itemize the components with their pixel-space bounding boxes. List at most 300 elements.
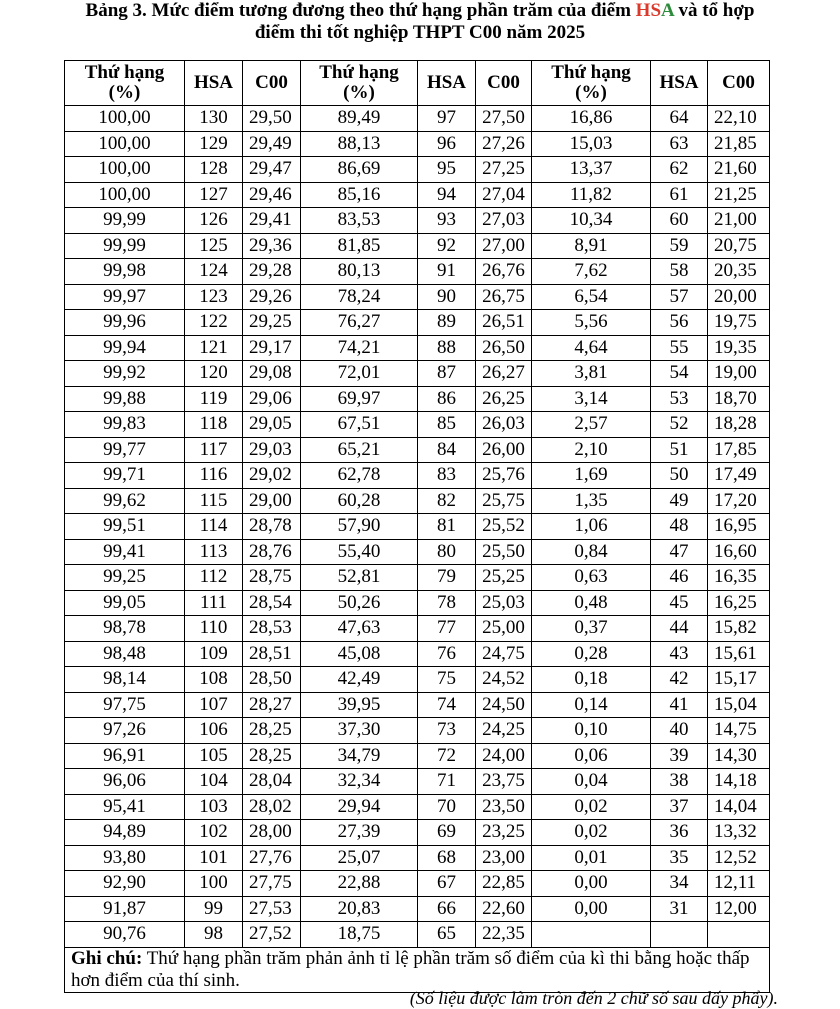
cell-c00-3: 21,60 [708,157,770,183]
hsa-letter-h: H [635,0,651,21]
cell-rank-3: 0,00 [532,871,651,897]
table-row [65,667,770,693]
cell-hsa-1: 117 [185,437,243,463]
cell-hsa-2: 93 [418,208,476,234]
note-text: Thứ hạng phần trăm phản ảnh tỉ lệ phần trăm số điểm của kì thi bằng hoặc thấp hơn điểm của thí sinh. [71,947,750,991]
cell-c00-3: 15,17 [708,667,770,693]
table-row [65,718,770,744]
cell-c00-1: 29,26 [243,284,301,310]
header-hsa-2: HSA [418,61,476,106]
cell-c00-1: 28,00 [243,820,301,846]
cell-hsa-2: 83 [418,463,476,489]
cell-c00-3: 14,30 [708,743,770,769]
table-header [65,61,770,106]
cell-c00-1: 28,25 [243,743,301,769]
cell-hsa-2: 96 [418,131,476,157]
header-rank-2: Thứ hạng (%) [301,61,418,106]
table-row [65,386,770,412]
cell-c00-3: 21,85 [708,131,770,157]
table-row [65,590,770,616]
cell-c00-3: 18,28 [708,412,770,438]
cell-hsa-3 [651,922,708,948]
cell-hsa-1: 122 [185,310,243,336]
cell-hsa-3: 60 [651,208,708,234]
table-row [65,794,770,820]
cell-hsa-2: 86 [418,386,476,412]
header-c00-3: C00 [708,61,770,106]
cell-hsa-3: 54 [651,361,708,387]
cell-rank-2: 47,63 [301,616,418,642]
score-table [64,60,770,993]
cell-hsa-2: 70 [418,794,476,820]
cell-c00-2: 24,75 [476,641,532,667]
table-body [65,106,770,948]
note-label: Ghi chú: [71,947,143,969]
cell-rank-2: 89,49 [301,106,418,132]
cell-rank-3: 0,84 [532,539,651,565]
cell-hsa-3: 45 [651,590,708,616]
cell-rank-1: 99,05 [65,590,185,616]
cell-c00-2: 27,03 [476,208,532,234]
cell-hsa-1: 119 [185,386,243,412]
cell-hsa-1: 101 [185,845,243,871]
cell-c00-3: 15,04 [708,692,770,718]
cell-c00-2: 26,00 [476,437,532,463]
cell-c00-1: 28,51 [243,641,301,667]
cell-rank-1: 99,98 [65,259,185,285]
table-title [0,0,840,44]
cell-hsa-1: 127 [185,182,243,208]
cell-rank-1: 99,99 [65,208,185,234]
cell-hsa-3: 61 [651,182,708,208]
cell-rank-1: 92,90 [65,871,185,897]
cell-c00-1: 28,75 [243,565,301,591]
cell-hsa-3: 36 [651,820,708,846]
cell-c00-2: 23,75 [476,769,532,795]
cell-hsa-3: 41 [651,692,708,718]
cell-rank-1: 99,83 [65,412,185,438]
cell-hsa-1: 107 [185,692,243,718]
cell-rank-2: 69,97 [301,386,418,412]
cell-c00-2: 23,25 [476,820,532,846]
cell-rank-3: 0,18 [532,667,651,693]
header-c00-2: C00 [476,61,532,106]
cell-c00-3: 14,75 [708,718,770,744]
table-row [65,514,770,540]
cell-rank-1: 97,26 [65,718,185,744]
cell-c00-3: 16,95 [708,514,770,540]
cell-hsa-2: 66 [418,896,476,922]
cell-hsa-2: 73 [418,718,476,744]
cell-rank-1: 99,62 [65,488,185,514]
table-row [65,157,770,183]
cell-c00-3: 17,49 [708,463,770,489]
cell-rank-1: 93,80 [65,845,185,871]
cell-rank-1: 100,00 [65,131,185,157]
cell-hsa-3: 53 [651,386,708,412]
cell-hsa-3: 48 [651,514,708,540]
cell-c00-1: 29,47 [243,157,301,183]
table-row [65,310,770,336]
cell-c00-1: 27,75 [243,871,301,897]
cell-c00-3: 16,35 [708,565,770,591]
header-rank-3: Thứ hạng (%) [532,61,651,106]
cell-c00-1: 28,50 [243,667,301,693]
table-note [65,947,770,992]
cell-hsa-2: 69 [418,820,476,846]
cell-c00-2: 25,75 [476,488,532,514]
table-row [65,259,770,285]
cell-c00-1: 28,76 [243,539,301,565]
cell-rank-2: 85,16 [301,182,418,208]
cell-c00-1: 28,54 [243,590,301,616]
cell-c00-1: 27,53 [243,896,301,922]
cell-hsa-2: 74 [418,692,476,718]
cell-rank-3: 1,35 [532,488,651,514]
cell-rank-2: 34,79 [301,743,418,769]
cell-hsa-2: 95 [418,157,476,183]
table-row [65,896,770,922]
cell-c00-2: 24,00 [476,743,532,769]
cell-c00-1: 28,78 [243,514,301,540]
cell-c00-3: 15,61 [708,641,770,667]
cell-c00-2: 26,51 [476,310,532,336]
cell-c00-2: 27,04 [476,182,532,208]
cell-rank-1: 98,78 [65,616,185,642]
cell-hsa-3: 43 [651,641,708,667]
cell-c00-3: 21,25 [708,182,770,208]
cell-c00-2: 27,25 [476,157,532,183]
cell-rank-3: 15,03 [532,131,651,157]
cell-rank-2: 29,94 [301,794,418,820]
cell-hsa-2: 82 [418,488,476,514]
cell-hsa-3: 39 [651,743,708,769]
cell-hsa-1: 109 [185,641,243,667]
cell-c00-1: 29,05 [243,412,301,438]
cell-c00-1: 28,25 [243,718,301,744]
cell-hsa-3: 49 [651,488,708,514]
cell-c00-1: 28,02 [243,794,301,820]
cell-c00-1: 28,04 [243,769,301,795]
table-row [65,922,770,948]
cell-rank-2: 22,88 [301,871,418,897]
table-row [65,233,770,259]
cell-rank-2: 80,13 [301,259,418,285]
cell-hsa-1: 130 [185,106,243,132]
cell-hsa-1: 99 [185,896,243,922]
cell-c00-3: 22,10 [708,106,770,132]
cell-rank-2: 39,95 [301,692,418,718]
cell-rank-2: 50,26 [301,590,418,616]
cell-c00-3: 16,60 [708,539,770,565]
cell-hsa-2: 88 [418,335,476,361]
table-title-line-2: điểm thi tốt nghiệp THPT C00 năm 2025 [254,22,586,43]
cell-rank-1: 100,00 [65,182,185,208]
cell-rank-3: 0,04 [532,769,651,795]
cell-rank-1: 100,00 [65,157,185,183]
cell-rank-1: 99,92 [65,361,185,387]
cell-rank-2: 60,28 [301,488,418,514]
cell-c00-2: 25,25 [476,565,532,591]
cell-c00-1: 29,08 [243,361,301,387]
cell-rank-3 [532,922,651,948]
cell-c00-3: 17,20 [708,488,770,514]
cell-rank-3: 5,56 [532,310,651,336]
cell-c00-3: 20,00 [708,284,770,310]
cell-rank-1: 99,25 [65,565,185,591]
cell-c00-1: 29,50 [243,106,301,132]
table-row [65,208,770,234]
cell-hsa-3: 63 [651,131,708,157]
cell-rank-2: 42,49 [301,667,418,693]
cell-rank-3: 0,48 [532,590,651,616]
table-row [65,463,770,489]
cell-hsa-2: 87 [418,361,476,387]
cell-hsa-3: 55 [651,335,708,361]
table-row [65,335,770,361]
cell-c00-1: 28,53 [243,616,301,642]
cell-hsa-2: 78 [418,590,476,616]
header-rank-1: Thứ hạng (%) [65,61,185,106]
cell-hsa-1: 112 [185,565,243,591]
cell-c00-2: 25,03 [476,590,532,616]
cell-c00-1: 29,17 [243,335,301,361]
table-row [65,437,770,463]
cell-hsa-2: 72 [418,743,476,769]
cell-c00-3: 12,11 [708,871,770,897]
cell-c00-3: 13,32 [708,820,770,846]
cell-rank-2: 86,69 [301,157,418,183]
rounding-footnote: (Số liệu được làm tròn đến 2 chữ số sau dấy phẩy). [409,988,778,1008]
cell-hsa-2: 92 [418,233,476,259]
cell-rank-3: 3,81 [532,361,651,387]
cell-rank-3: 2,10 [532,437,651,463]
cell-rank-2: 37,30 [301,718,418,744]
cell-c00-2: 23,00 [476,845,532,871]
cell-c00-1: 29,06 [243,386,301,412]
cell-hsa-1: 108 [185,667,243,693]
cell-rank-2: 72,01 [301,361,418,387]
cell-rank-2: 76,27 [301,310,418,336]
cell-c00-1: 29,02 [243,463,301,489]
cell-rank-1: 91,87 [65,896,185,922]
cell-rank-2: 83,53 [301,208,418,234]
table-row [65,616,770,642]
cell-rank-2: 81,85 [301,233,418,259]
cell-hsa-1: 103 [185,794,243,820]
cell-c00-1: 29,28 [243,259,301,285]
cell-hsa-3: 64 [651,106,708,132]
cell-rank-3: 0,02 [532,820,651,846]
cell-c00-1: 29,25 [243,310,301,336]
table-row [65,820,770,846]
table-row [65,845,770,871]
cell-rank-3: 0,37 [532,616,651,642]
cell-rank-2: 20,83 [301,896,418,922]
cell-rank-3: 16,86 [532,106,651,132]
header-hsa-3: HSA [651,61,708,106]
cell-hsa-1: 110 [185,616,243,642]
cell-rank-1: 94,89 [65,820,185,846]
cell-hsa-2: 65 [418,922,476,948]
header-hsa-1: HSA [185,61,243,106]
cell-rank-2: 52,81 [301,565,418,591]
cell-hsa-3: 42 [651,667,708,693]
table-title-line-1: Bảng 3. Mức điểm tương đương theo thứ hạng phần trăm của điểm HSA và tổ hợp [85,0,755,21]
cell-hsa-2: 94 [418,182,476,208]
cell-hsa-3: 44 [651,616,708,642]
cell-c00-3: 19,35 [708,335,770,361]
cell-hsa-2: 77 [418,616,476,642]
cell-hsa-2: 67 [418,871,476,897]
cell-rank-1: 99,94 [65,335,185,361]
cell-hsa-3: 47 [651,539,708,565]
cell-c00-2: 24,25 [476,718,532,744]
table-row [65,641,770,667]
cell-hsa-2: 81 [418,514,476,540]
table-row [65,131,770,157]
cell-hsa-2: 90 [418,284,476,310]
cell-hsa-3: 38 [651,769,708,795]
cell-c00-3: 17,85 [708,437,770,463]
cell-c00-3 [708,922,770,948]
cell-c00-2: 26,25 [476,386,532,412]
cell-rank-3: 1,06 [532,514,651,540]
cell-rank-3: 4,64 [532,335,651,361]
cell-rank-1: 99,77 [65,437,185,463]
hsa-letter-a: A [661,0,674,21]
cell-c00-2: 24,50 [476,692,532,718]
cell-c00-2: 25,76 [476,463,532,489]
cell-rank-1: 90,76 [65,922,185,948]
cell-rank-1: 99,99 [65,233,185,259]
cell-rank-2: 62,78 [301,463,418,489]
cell-c00-3: 14,04 [708,794,770,820]
cell-c00-2: 22,60 [476,896,532,922]
table-row [65,361,770,387]
cell-rank-2: 45,08 [301,641,418,667]
cell-rank-3: 0,02 [532,794,651,820]
cell-rank-3: 7,62 [532,259,651,285]
cell-hsa-1: 104 [185,769,243,795]
table-row [65,769,770,795]
cell-hsa-1: 102 [185,820,243,846]
cell-hsa-3: 51 [651,437,708,463]
table-row [65,412,770,438]
cell-rank-3: 3,14 [532,386,651,412]
cell-c00-2: 22,85 [476,871,532,897]
cell-c00-3: 20,35 [708,259,770,285]
cell-c00-3: 19,75 [708,310,770,336]
cell-rank-3: 0,10 [532,718,651,744]
cell-c00-1: 27,52 [243,922,301,948]
cell-c00-2: 26,76 [476,259,532,285]
cell-hsa-3: 35 [651,845,708,871]
cell-hsa-1: 125 [185,233,243,259]
cell-hsa-1: 121 [185,335,243,361]
cell-hsa-2: 79 [418,565,476,591]
cell-hsa-1: 111 [185,590,243,616]
cell-hsa-3: 57 [651,284,708,310]
cell-rank-2: 57,90 [301,514,418,540]
cell-rank-3: 13,37 [532,157,651,183]
cell-rank-2: 65,21 [301,437,418,463]
cell-rank-3: 11,82 [532,182,651,208]
cell-rank-1: 99,41 [65,539,185,565]
cell-rank-1: 99,51 [65,514,185,540]
cell-c00-1: 27,76 [243,845,301,871]
cell-hsa-3: 58 [651,259,708,285]
cell-hsa-3: 46 [651,565,708,591]
cell-rank-3: 1,69 [532,463,651,489]
cell-hsa-1: 113 [185,539,243,565]
cell-rank-3: 8,91 [532,233,651,259]
cell-c00-3: 12,00 [708,896,770,922]
cell-hsa-1: 120 [185,361,243,387]
cell-hsa-3: 31 [651,896,708,922]
cell-hsa-1: 98 [185,922,243,948]
cell-c00-1: 29,00 [243,488,301,514]
cell-hsa-2: 84 [418,437,476,463]
cell-rank-1: 99,96 [65,310,185,336]
table-row [65,182,770,208]
cell-rank-2: 88,13 [301,131,418,157]
cell-c00-1: 29,03 [243,437,301,463]
cell-rank-3: 0,28 [532,641,651,667]
cell-c00-1: 29,41 [243,208,301,234]
cell-rank-3: 0,63 [532,565,651,591]
cell-rank-2: 25,07 [301,845,418,871]
cell-hsa-1: 106 [185,718,243,744]
cell-c00-3: 20,75 [708,233,770,259]
cell-c00-2: 24,52 [476,667,532,693]
cell-c00-2: 27,26 [476,131,532,157]
cell-c00-2: 27,50 [476,106,532,132]
cell-c00-3: 19,00 [708,361,770,387]
cell-rank-3: 6,54 [532,284,651,310]
cell-c00-2: 25,50 [476,539,532,565]
cell-hsa-3: 40 [651,718,708,744]
cell-hsa-1: 123 [185,284,243,310]
cell-rank-2: 27,39 [301,820,418,846]
cell-hsa-1: 115 [185,488,243,514]
hsa-letter-s: S [650,0,662,21]
cell-c00-1: 29,46 [243,182,301,208]
cell-rank-2: 32,34 [301,769,418,795]
cell-hsa-3: 37 [651,794,708,820]
cell-c00-3: 12,52 [708,845,770,871]
cell-hsa-3: 52 [651,412,708,438]
cell-rank-1: 96,06 [65,769,185,795]
cell-hsa-1: 128 [185,157,243,183]
cell-rank-1: 99,71 [65,463,185,489]
table-row [65,565,770,591]
cell-hsa-1: 124 [185,259,243,285]
cell-rank-1: 97,75 [65,692,185,718]
cell-rank-1: 98,14 [65,667,185,693]
cell-rank-3: 2,57 [532,412,651,438]
cell-hsa-2: 80 [418,539,476,565]
table-row [65,488,770,514]
cell-hsa-1: 129 [185,131,243,157]
cell-c00-3: 21,00 [708,208,770,234]
cell-hsa-1: 105 [185,743,243,769]
cell-hsa-2: 71 [418,769,476,795]
cell-hsa-2: 76 [418,641,476,667]
cell-c00-2: 22,35 [476,922,532,948]
cell-rank-3: 0,01 [532,845,651,871]
cell-hsa-3: 50 [651,463,708,489]
